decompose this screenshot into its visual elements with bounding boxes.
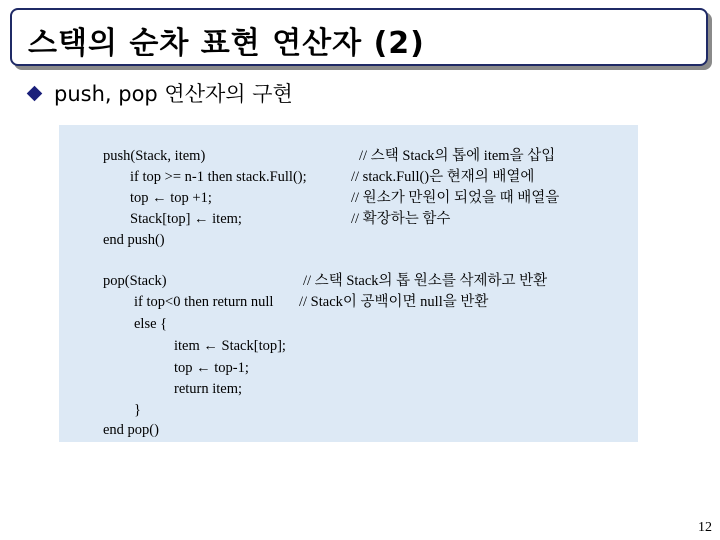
code-line: return item;: [174, 381, 243, 397]
code-comment: // 스택 Stack의 톱에 item을 삽입: [359, 148, 556, 164]
title-box: [10, 8, 708, 66]
code-line: item ← Stack[top];: [174, 338, 286, 354]
code-line: top ← top +1;: [130, 190, 212, 206]
code-line: }: [134, 402, 141, 418]
code-line: push(Stack, item): [103, 148, 206, 164]
bullet-text: push, pop 연산자의 구현: [54, 82, 293, 106]
bullet-item: [26, 78, 293, 108]
diamond-bullet-icon: [27, 85, 43, 101]
code-comment: // 확장하는 함수: [351, 211, 451, 227]
code-comment: // stack.Full()은 현재의 배열에: [351, 169, 535, 185]
slide-title: 스택의 순차 표현 연산자 (2): [28, 26, 425, 61]
code-line: else {: [134, 316, 168, 332]
code-line: Stack[top] ← item;: [130, 211, 242, 227]
code-line: top ← top-1;: [174, 360, 249, 376]
code-line: end pop(): [103, 422, 159, 438]
code-line: pop(Stack): [103, 273, 167, 289]
code-line: if top >= n-1 then stack.Full();: [130, 169, 307, 185]
code-comment: // Stack이 공백이면 null을 반환: [299, 294, 489, 310]
code-comment: // 스택 Stack의 톱 원소를 삭제하고 반환: [303, 273, 548, 289]
code-line: end push(): [103, 232, 165, 248]
code-line: if top<0 then return null: [134, 294, 274, 310]
page-number: 12: [698, 520, 712, 535]
code-comment: // 원소가 만원이 되었을 때 배열을: [351, 190, 560, 206]
code-block: [59, 125, 638, 442]
